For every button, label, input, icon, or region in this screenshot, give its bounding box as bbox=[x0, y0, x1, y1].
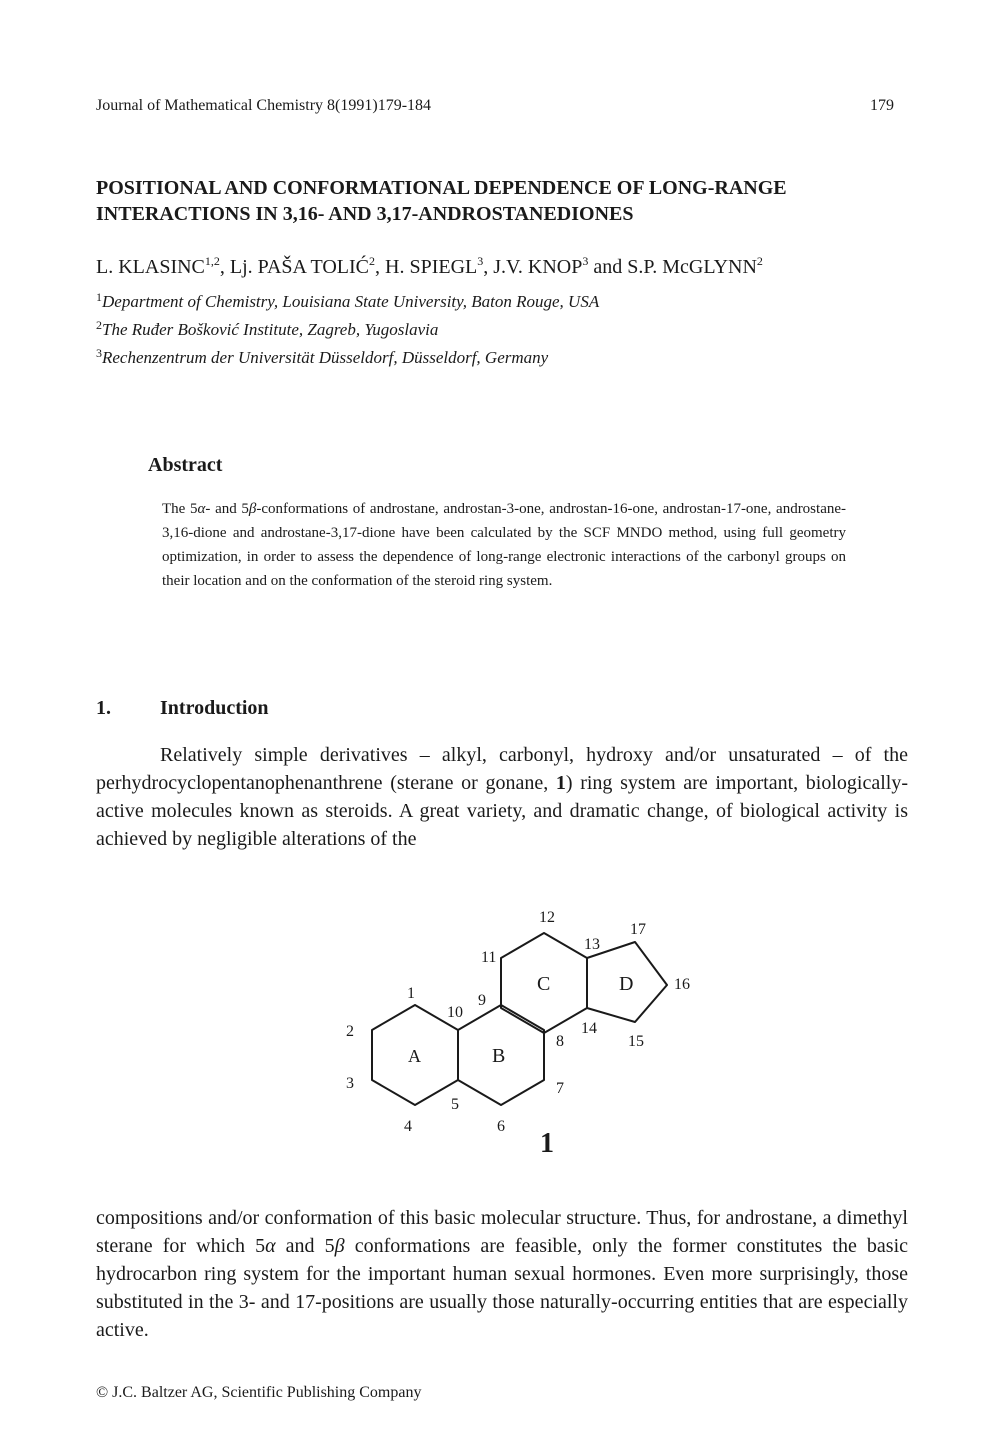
section-title: Introduction bbox=[160, 697, 269, 719]
section-number: 1. bbox=[96, 697, 111, 719]
atom-label-6: 6 bbox=[497, 1118, 505, 1135]
beta-symbol: β bbox=[248, 501, 257, 517]
journal-citation: Journal of Mathematical Chemistry 8(1991)179-184 bbox=[96, 97, 432, 114]
steroid-structure-figure bbox=[330, 895, 710, 1165]
affiliation-text: Rechenzentrum der Universität Düsseldorf, Düsseldorf, Germany bbox=[102, 348, 549, 367]
affiliation-3 bbox=[96, 348, 548, 368]
author-sup: 2 bbox=[756, 254, 763, 268]
author-mcglynn: and S.P. McGLYNN bbox=[588, 256, 757, 278]
title-line-2: INTERACTIONS IN 3,16- AND 3,17-ANDROSTANEDIONES bbox=[96, 203, 634, 225]
compound-ref: 1 bbox=[555, 772, 566, 794]
atom-label-15: 15 bbox=[628, 1033, 644, 1050]
ring-label-b: B bbox=[492, 1045, 506, 1067]
author-spiegl: , H. SPIEGL bbox=[375, 256, 478, 278]
atom-label-4: 4 bbox=[404, 1118, 412, 1135]
ring-label-d: D bbox=[619, 973, 634, 995]
atom-label-13: 13 bbox=[584, 936, 600, 953]
atom-label-9: 9 bbox=[478, 992, 486, 1009]
paragraph-run: compositions and/or conformation of this basic molecular structure. Thus, for androstane, a dimethyl sterane for which 5 bbox=[96, 1207, 908, 1257]
page-number: 179 bbox=[870, 97, 894, 114]
atom-label-16: 16 bbox=[674, 976, 690, 993]
atom-label-14: 14 bbox=[581, 1020, 597, 1037]
paragraph-run: and 5 bbox=[275, 1235, 335, 1257]
paragraph-run: ) ring system are important, biologically-active molecules known as steroids. A great variety, and dramatic change, of biological activity is achieved by negligible alterations of the bbox=[96, 772, 908, 850]
ring-label-c: C bbox=[537, 973, 551, 995]
copyright-footer: © J.C. Baltzer AG, Scientific Publishing Company bbox=[96, 1384, 422, 1401]
abstract-text bbox=[162, 497, 846, 593]
affiliation-sup: 2 bbox=[96, 318, 102, 332]
affiliation-1 bbox=[96, 292, 599, 312]
affiliation-text: The Ruđer Bošković Institute, Zagreb, Yugoslavia bbox=[102, 320, 439, 339]
alpha-symbol: α bbox=[265, 1235, 276, 1257]
paragraph-2 bbox=[96, 1204, 908, 1344]
affiliation-2 bbox=[96, 320, 438, 340]
abstract-run: -conformations of androstane, androstan-3-one, androstan-16-one, androstan-17-one, androstane-3,16-dione and androstane-3,17-dione have been calculated by the SCF MNDO method, using full geometry optimization, in order to assess the dependence of long-range electronic interactions of the carbonyl groups on their location and on the conformation of the steroid ring system. bbox=[162, 501, 846, 589]
atom-label-10: 10 bbox=[447, 1004, 463, 1021]
alpha-symbol: α bbox=[197, 501, 206, 517]
paper-title bbox=[96, 175, 916, 227]
author-sup: 2 bbox=[369, 254, 376, 268]
atom-label-12: 12 bbox=[539, 909, 555, 926]
author-sup: 3 bbox=[582, 254, 589, 268]
title-line-1: POSITIONAL AND CONFORMATIONAL DEPENDENCE OF LONG-RANGE bbox=[96, 177, 787, 199]
author-knop: , J.V. KNOP bbox=[483, 256, 583, 278]
atom-label-17: 17 bbox=[630, 921, 646, 938]
paragraph-run: Relatively simple derivatives – alkyl, carbonyl, hydroxy and/or unsaturated – of the perhydrocyclopentanophenanthrene (sterane or gonane, bbox=[96, 744, 908, 794]
atom-label-11: 11 bbox=[481, 949, 497, 966]
abstract-run: - and 5 bbox=[205, 501, 249, 517]
beta-symbol: β bbox=[334, 1235, 345, 1257]
atom-label-1: 1 bbox=[407, 985, 415, 1002]
author-list bbox=[96, 256, 763, 279]
atom-label-3: 3 bbox=[346, 1075, 354, 1092]
author-sup: 3 bbox=[477, 254, 484, 268]
abstract-run: The 5 bbox=[162, 501, 198, 517]
paragraph-run: conformations are feasible, only the former constitutes the basic hydrocarbon ring system for the important human sexual hormones. Even more surprisingly, those substituted in the 3- and 17-positions are usually those naturally-occurring entities that are especially active. bbox=[96, 1235, 909, 1341]
atom-label-5: 5 bbox=[451, 1096, 459, 1113]
atom-label-7: 7 bbox=[556, 1080, 564, 1097]
affiliation-sup: 1 bbox=[96, 290, 102, 304]
atom-label-8: 8 bbox=[556, 1033, 564, 1050]
author-pasa-tolic: , Lj. PAŠA TOLIĆ bbox=[219, 256, 370, 278]
author-sup: 1,2 bbox=[204, 254, 220, 268]
author-klasinc: L. KLASINC bbox=[96, 256, 205, 278]
affiliation-sup: 3 bbox=[96, 346, 102, 360]
compound-label: 1 bbox=[540, 1128, 554, 1159]
affiliation-text: Department of Chemistry, Louisiana State University, Baton Rouge, USA bbox=[102, 292, 600, 311]
ring-label-a: A bbox=[408, 1046, 421, 1066]
atom-label-2: 2 bbox=[346, 1023, 354, 1040]
abstract-heading: Abstract bbox=[148, 454, 223, 476]
paragraph-1 bbox=[96, 741, 908, 853]
